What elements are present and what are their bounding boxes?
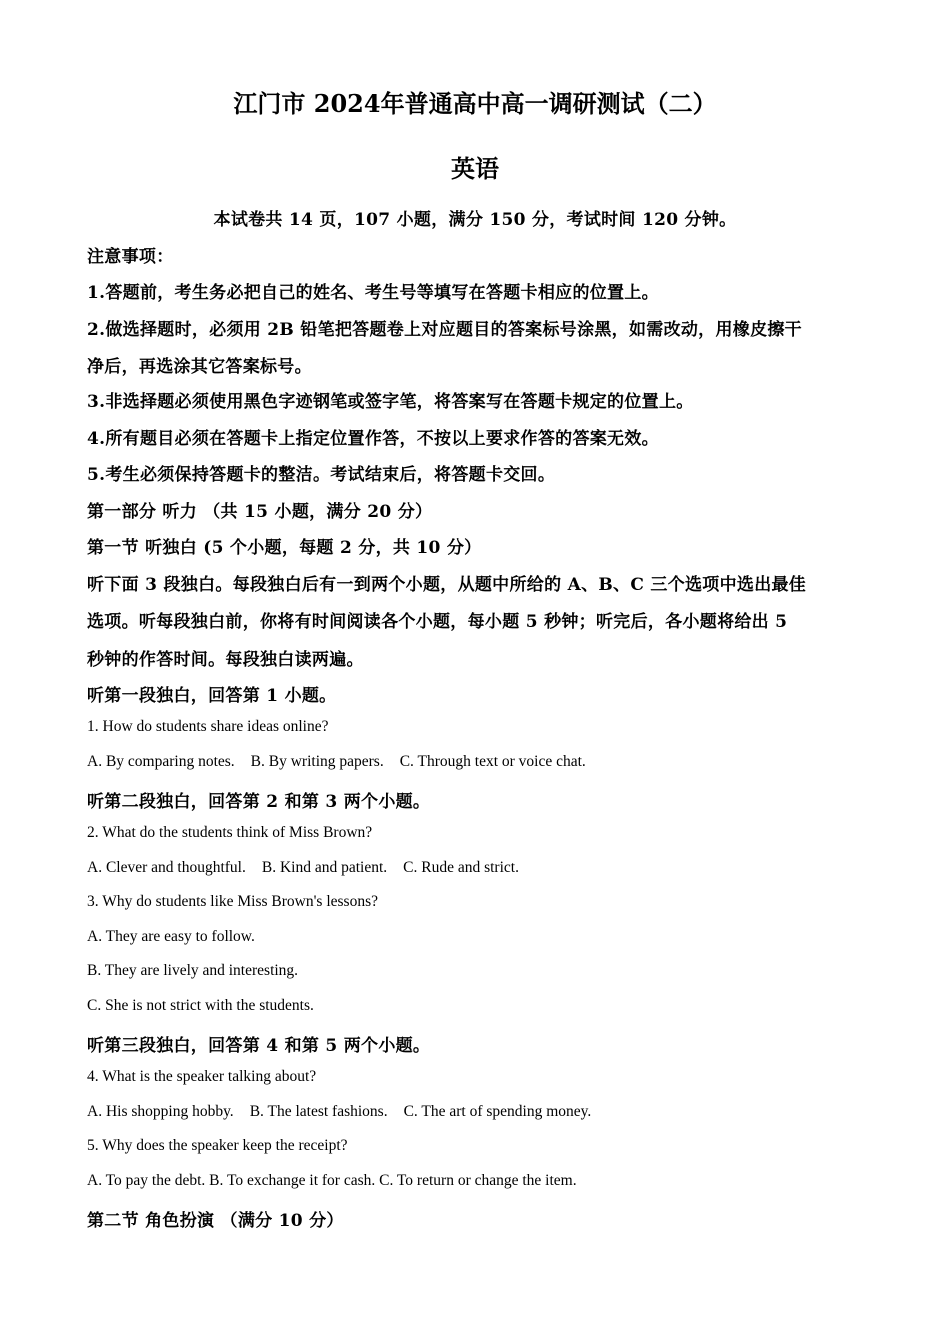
- monologue-heading: 听第三段独白，回答第 4 和第 5 两个小题。: [87, 1036, 431, 1056]
- instruction-line: 选项。听每段独白前，你将有时间阅读各个小题，每小题 5 秒钟；听完后，各小题将给出 5: [87, 612, 788, 632]
- question-3: 3. Why do students like Miss Brown's lessons?: [87, 893, 378, 910]
- question-1: 1. How do students share ideas online?: [87, 718, 329, 735]
- question-2: 2. What do the students think of Miss Brown?: [87, 824, 373, 841]
- option-a: A. By comparing notes.: [87, 753, 235, 770]
- question-5: 5. Why does the speaker keep the receipt?: [87, 1137, 348, 1154]
- question-2-options: [87, 859, 519, 877]
- option-b: B. By writing papers.: [250, 753, 384, 770]
- instruction-line: 秒钟的作答时间。每段独白读两遍。: [87, 650, 364, 670]
- question-5-options: A. To pay the debt. B. To exchange it for cash. C. To return or change the item.: [87, 1172, 577, 1189]
- option-b: B. The latest fashions.: [249, 1103, 388, 1120]
- notice-item: 3.非选择题必须使用黑色字迹钢笔或签字笔，将答案写在答题卡规定的位置上。: [87, 392, 694, 412]
- monologue-heading: 听第一段独白，回答第 1 小题。: [87, 686, 337, 706]
- exam-info: 本试卷共 14 页，107 小题，满分 150 分，考试时间 120 分钟。: [213, 210, 737, 230]
- notice-heading: 注意事项：: [87, 247, 174, 267]
- notice-item: 2.做选择题时，必须用 2B 铅笔把答题卷上对应题目的答案标号涂黑，如需改动，用橡皮擦干: [87, 320, 802, 340]
- option-c: C. She is not strict with the students.: [87, 997, 314, 1014]
- notice-item-continued: 净后，再选涂其它答案标号。: [87, 357, 312, 377]
- option-b: B. Kind and patient.: [261, 859, 388, 876]
- option-a: A. They are easy to follow.: [87, 928, 255, 945]
- option-c: C. Through text or voice chat.: [399, 753, 586, 770]
- question-1-options: [87, 753, 586, 771]
- monologue-heading: 听第二段独白，回答第 2 和第 3 两个小题。: [87, 792, 431, 812]
- section-heading: 第二节 角色扮演 （满分 10 分）: [87, 1211, 344, 1231]
- exam-title: 江门市 2024年普通高中高一调研测试（二）: [233, 89, 717, 118]
- notice-item: 1.答题前，考生务必把自己的姓名、考生号等填写在答题卡相应的位置上。: [87, 283, 659, 303]
- question-4: 4. What is the speaker talking about?: [87, 1068, 317, 1085]
- notice-item: 5.考生必须保持答题卡的整洁。考试结束后，将答题卡交回。: [87, 465, 556, 485]
- instruction-line: 听下面 3 段独白。每段独白后有一到两个小题，从题中所给的 A、B、C 三个选项中选出最佳: [87, 575, 807, 595]
- option-a: A. Clever and thoughtful.: [87, 859, 246, 876]
- option-c: C. The art of spending money.: [403, 1103, 592, 1120]
- option-c: C. Rude and strict.: [403, 859, 519, 876]
- option-a: A. His shopping hobby.: [87, 1103, 234, 1120]
- part-heading: 第一部分 听力 （共 15 小题，满分 20 分）: [87, 502, 433, 522]
- section-heading: 第一节 听独白 (5 个小题，每题 2 分，共 10 分）: [87, 538, 482, 558]
- option-b: B. They are lively and interesting.: [87, 962, 299, 979]
- notice-item: 4.所有题目必须在答题卡上指定位置作答，不按以上要求作答的答案无效。: [87, 429, 659, 449]
- question-4-options: [87, 1103, 591, 1121]
- subject-title: 英语: [451, 154, 499, 183]
